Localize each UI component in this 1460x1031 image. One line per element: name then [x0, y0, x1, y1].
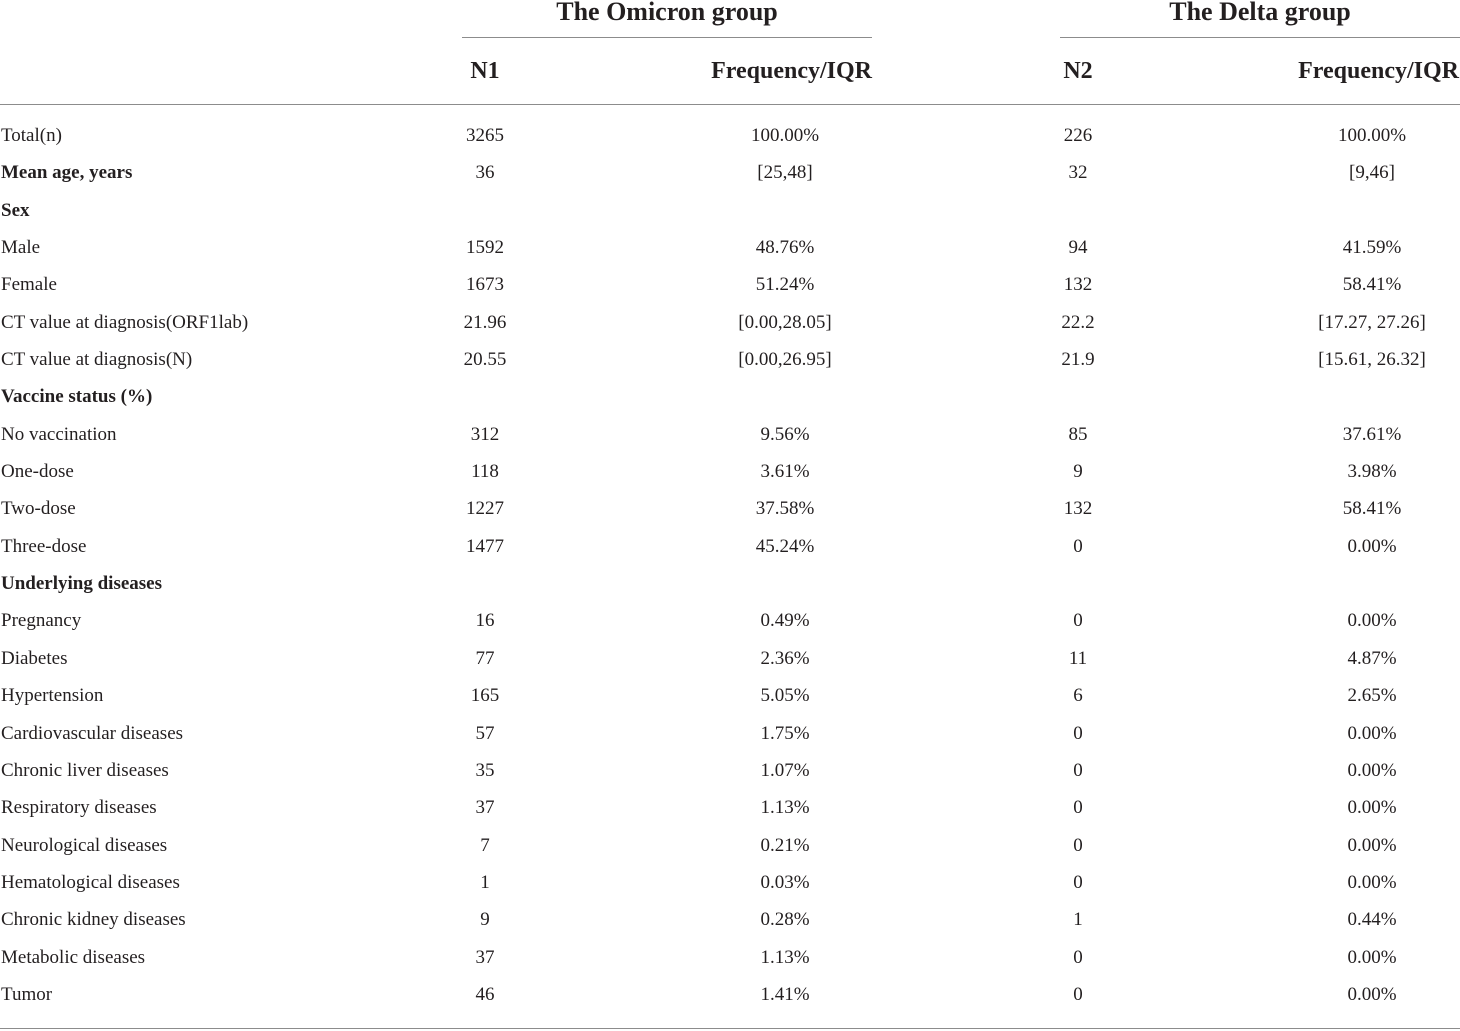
cell-n1: 165 [470, 685, 500, 707]
cell-n1: 312 [470, 423, 500, 445]
cell-frequency1: [0.00,26.95] [738, 349, 832, 371]
cell-n1: 1 [480, 871, 490, 893]
cell-n1 [425, 192, 545, 229]
row-label: Vaccine status (%) [1, 386, 153, 408]
row-label: Underlying diseases [1, 573, 162, 595]
cell-frequency1: 1.13% [760, 946, 810, 968]
row-label: Female [1, 274, 57, 296]
table-row [0, 901, 1460, 938]
cell-frequency1: 48.76% [755, 237, 815, 259]
omicron-group-rule [462, 37, 872, 38]
row-label: Hypertension [1, 685, 104, 707]
cell-frequency1: 51.24% [755, 274, 815, 296]
cell-n2: 1 [1073, 909, 1083, 931]
cell-frequency2 [1287, 565, 1457, 602]
cell-frequency1: 5.05% [760, 685, 810, 707]
table-row [0, 602, 1460, 639]
table-row [0, 416, 1460, 453]
cell-frequency2: 0.00% [1347, 834, 1397, 856]
table-row [0, 640, 1460, 677]
table-row [0, 827, 1460, 864]
row-label: Sex [1, 199, 30, 221]
cell-frequency1: 37.58% [755, 498, 815, 520]
cell-frequency1: 45.24% [755, 535, 815, 557]
table-row [0, 677, 1460, 714]
cell-n2: 0 [1073, 983, 1083, 1005]
cell-n1: 1227 [466, 498, 504, 520]
table-row [0, 528, 1460, 565]
cell-n2: 6 [1073, 685, 1083, 707]
cell-n2: 0 [1073, 535, 1083, 557]
cell-frequency1 [700, 192, 870, 229]
col-header-freq1: Frequency/IQR [711, 58, 872, 84]
cell-n1: 37 [475, 946, 495, 968]
cell-n2: 0 [1073, 722, 1083, 744]
cell-frequency2: [17.27, 27.26] [1318, 311, 1426, 333]
table-row [0, 864, 1460, 901]
row-label: Respiratory diseases [1, 797, 157, 819]
cell-frequency1: 0.28% [760, 909, 810, 931]
cell-n2: 21.9 [1061, 349, 1095, 371]
table-row [0, 453, 1460, 490]
cell-n2: 9 [1073, 461, 1083, 483]
cell-n1: 1592 [466, 237, 504, 259]
cell-frequency1: 0.49% [760, 610, 810, 632]
table-row [0, 229, 1460, 266]
cell-frequency2: [9,46] [1349, 162, 1395, 184]
cell-n1: 21.96 [463, 311, 507, 333]
cell-n1: 1477 [466, 535, 504, 557]
table-row [0, 490, 1460, 527]
cell-n1: 37 [475, 797, 495, 819]
row-label: Total(n) [1, 125, 62, 146]
cell-frequency2 [1287, 192, 1457, 229]
col-header-n2: N2 [1063, 58, 1093, 84]
row-label: No vaccination [1, 423, 117, 445]
cell-n1: 118 [471, 461, 499, 483]
cell-frequency1: 1.41% [760, 983, 810, 1005]
row-label: CT value at diagnosis(ORF1lab) [1, 311, 249, 333]
cell-n1: 3265 [466, 125, 504, 146]
row-label: Cardiovascular diseases [1, 722, 184, 744]
cell-frequency1: 1.13% [760, 797, 810, 819]
table-row [0, 939, 1460, 976]
cell-n2: 226 [1063, 125, 1093, 146]
cell-n1: 1673 [466, 274, 504, 296]
cell-n2: 85 [1068, 423, 1088, 445]
cell-n1: 46 [475, 983, 495, 1005]
cell-n2: 132 [1063, 274, 1093, 296]
row-label: CT value at diagnosis(N) [1, 349, 193, 371]
cell-frequency1: 100.00% [750, 125, 820, 146]
cell-n2: 22.2 [1061, 311, 1095, 333]
cell-frequency2: 58.41% [1342, 498, 1402, 520]
table-row [0, 976, 1460, 1013]
cell-frequency2: 0.00% [1347, 871, 1397, 893]
cell-frequency1: 1.07% [760, 759, 810, 781]
cell-frequency2 [1287, 378, 1457, 415]
cell-frequency2: 0.00% [1347, 722, 1397, 744]
row-label: Three-dose [1, 535, 87, 557]
cell-frequency1: 0.21% [760, 834, 810, 856]
cell-n1: 20.55 [463, 349, 507, 371]
table-row [0, 304, 1460, 341]
cell-n2: 0 [1073, 797, 1083, 819]
cell-frequency1: 2.36% [760, 647, 810, 669]
row-label: Metabolic diseases [1, 946, 146, 968]
delta-group-rule [1060, 37, 1460, 38]
cell-n1: 36 [475, 162, 495, 184]
omicron-group-header: The Omicron group [556, 0, 778, 26]
cell-n2 [1018, 565, 1138, 602]
cell-frequency2: 0.00% [1347, 535, 1397, 557]
cell-n2: 0 [1073, 610, 1083, 632]
cell-frequency1: [0.00,28.05] [738, 311, 832, 333]
cell-n2: 32 [1068, 162, 1088, 184]
cell-n2: 94 [1068, 237, 1088, 259]
cell-frequency2: 0.00% [1347, 946, 1397, 968]
table-row [0, 154, 1460, 191]
row-label: Chronic kidney diseases [1, 909, 186, 931]
cell-n1: 9 [480, 909, 490, 931]
cell-frequency2: [15.61, 26.32] [1318, 349, 1426, 371]
cell-frequency1: 3.61% [760, 461, 810, 483]
table-row [0, 789, 1460, 826]
cell-frequency1 [700, 565, 870, 602]
cell-n1 [425, 378, 545, 415]
header-bottom-rule [0, 104, 1460, 105]
table-row [0, 266, 1460, 303]
row-label: Neurological diseases [1, 834, 168, 856]
cell-frequency2: 0.44% [1347, 909, 1397, 931]
cell-n1: 77 [475, 647, 495, 669]
delta-group-header: The Delta group [1169, 0, 1351, 26]
cell-frequency2: 0.00% [1347, 610, 1397, 632]
row-label: Mean age, years [1, 162, 133, 184]
row-label: One-dose [1, 461, 74, 483]
cell-frequency2: 41.59% [1342, 237, 1402, 259]
table-row [0, 715, 1460, 752]
row-label: Chronic liver diseases [1, 759, 169, 781]
row-label: Tumor [1, 983, 53, 1005]
cell-n1: 35 [475, 759, 495, 781]
cell-n1 [425, 565, 545, 602]
row-label: Pregnancy [1, 610, 82, 632]
table-body [0, 117, 1460, 1013]
cell-frequency1: 0.03% [760, 871, 810, 893]
cell-n2: 0 [1073, 946, 1083, 968]
row-label: Male [1, 237, 41, 259]
cell-frequency1: 1.75% [760, 722, 810, 744]
col-header-freq2: Frequency/IQR [1298, 58, 1459, 84]
table-bottom-rule [0, 1028, 1460, 1029]
cell-frequency2: 37.61% [1342, 423, 1402, 445]
cell-n1: 7 [480, 834, 490, 856]
cell-n2: 0 [1073, 759, 1083, 781]
table-row [0, 752, 1460, 789]
cell-frequency1 [700, 378, 870, 415]
cell-n1: 16 [475, 610, 495, 632]
cell-n1: 57 [475, 722, 495, 744]
table-row [0, 117, 1460, 154]
cell-frequency2: 58.41% [1342, 274, 1402, 296]
col-header-n1: N1 [470, 58, 500, 84]
cell-n2: 132 [1063, 498, 1093, 520]
cell-frequency2: 0.00% [1347, 983, 1397, 1005]
cell-frequency2: 100.00% [1337, 125, 1407, 146]
table-row [0, 378, 1460, 415]
cell-frequency2: 2.65% [1347, 685, 1397, 707]
cell-frequency1: 9.56% [760, 423, 810, 445]
cell-frequency2: 0.00% [1347, 759, 1397, 781]
cell-n2: 11 [1068, 647, 1088, 669]
row-label: Diabetes [1, 647, 68, 669]
cell-n2 [1018, 378, 1138, 415]
cell-frequency2: 4.87% [1347, 647, 1397, 669]
table-row [0, 565, 1460, 602]
row-label: Hematological diseases [1, 871, 180, 893]
cell-frequency2: 0.00% [1347, 797, 1397, 819]
row-label: Two-dose [1, 498, 76, 520]
cell-frequency1: [25,48] [757, 162, 813, 184]
cell-frequency2: 3.98% [1347, 461, 1397, 483]
table-row [0, 192, 1460, 229]
cell-n2: 0 [1073, 834, 1083, 856]
table-row [0, 341, 1460, 378]
cell-n2: 0 [1073, 871, 1083, 893]
cell-n2 [1018, 192, 1138, 229]
